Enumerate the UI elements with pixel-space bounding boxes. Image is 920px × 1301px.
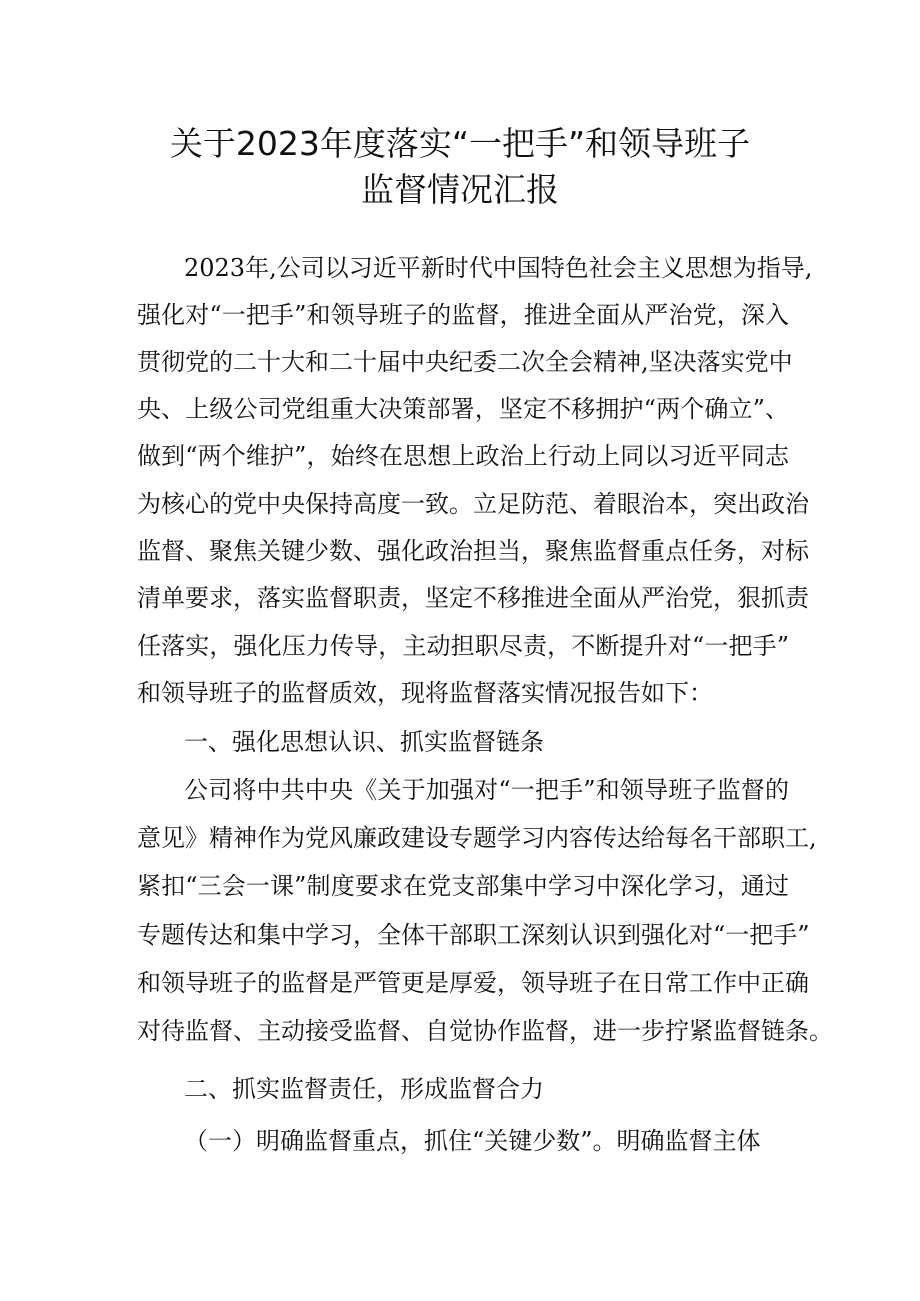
paragraph-line: 贯彻党的二十大和二十届中央纪委二次全会精神,坚决落实党中 bbox=[137, 348, 793, 376]
paragraph-line: 强化对“一把手”和领导班子的监督，推进全面从严治党，深入 bbox=[137, 301, 789, 329]
document-title-line-2: 监督情况汇报 bbox=[361, 170, 559, 209]
paragraph-line: 做到“两个维护”，始终在思想上政治上行动上同以习近平同志 bbox=[137, 442, 789, 470]
paragraph-line: 2023年,公司以习近平新时代中国特色社会主义思想为指导, bbox=[184, 254, 813, 282]
subsection-line: （一）明确监督重点，抓住“关键少数”。明确监督主体 bbox=[184, 1127, 761, 1155]
document-title-line-1: 关于2023年度落实“一把手”和领导班子 bbox=[169, 124, 751, 163]
paragraph-line: 紧扣“三会一课”制度要求在党支部集中学习中深化学习，通过 bbox=[137, 872, 789, 900]
paragraph-line: 公司将中共中央《关于加强对“一把手”和领导班子监督的 bbox=[184, 776, 789, 804]
paragraph-line: 对待监督、主动接受监督、自觉协作监督，进一步拧紧监督链条。 bbox=[137, 1017, 833, 1045]
section-heading-1: 一、强化思想认识、抓实监督链条 bbox=[184, 728, 544, 756]
paragraph-line: 和领导班子的监督质效，现将监督落实情况报告如下： bbox=[137, 679, 713, 707]
paragraph-line: 和领导班子的监督是严管更是厚爱，领导班子在日常工作中正确 bbox=[137, 969, 809, 997]
paragraph-line: 为核心的党中央保持高度一致。立足防范、着眼治本，突出政治 bbox=[137, 490, 809, 518]
paragraph-line: 监督、聚焦关键少数、强化政治担当，聚焦监督重点任务，对标 bbox=[137, 537, 809, 565]
paragraph-line: 专题传达和集中学习，全体干部职工深刻认识到强化对“一把手” bbox=[137, 921, 810, 949]
paragraph-line: 意见》精神作为党风廉政建设专题学习内容传达给每名干部职工, bbox=[137, 824, 817, 852]
paragraph-line: 清单要求，落实监督职责，坚定不移推进全面从严治党，狠抓责 bbox=[137, 584, 809, 612]
paragraph-line: 央、上级公司党组重大决策部署，坚定不移拥护“两个确立”、 bbox=[137, 395, 789, 423]
section-heading-2: 二、抓实监督责任，形成监督合力 bbox=[184, 1075, 544, 1103]
paragraph-line: 任落实，强化压力传导，主动担职尽责，不断提升对“一把手” bbox=[137, 632, 789, 660]
